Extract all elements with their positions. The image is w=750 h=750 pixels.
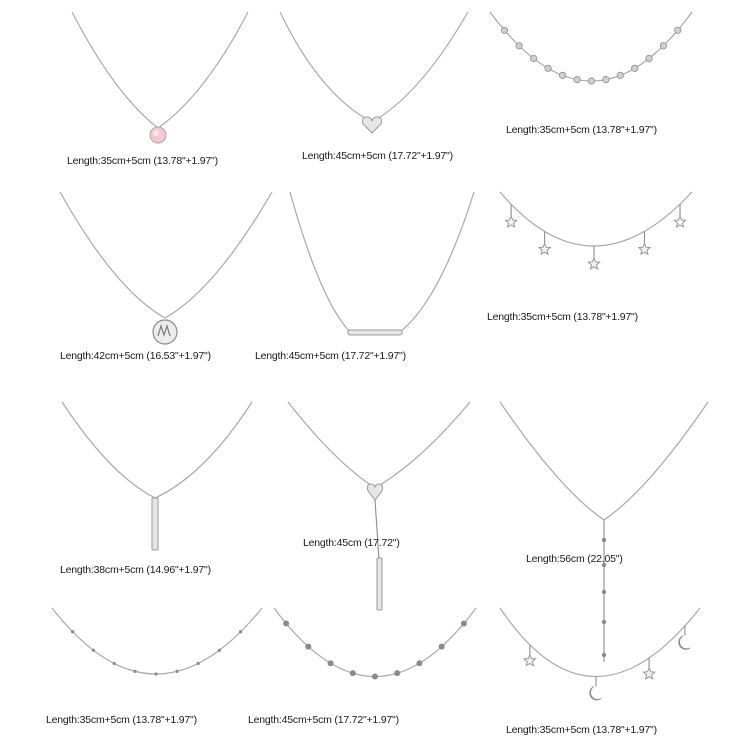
- necklace-vertical-bar-pendant: [62, 402, 252, 550]
- necklace-star-choker: [500, 192, 692, 269]
- necklace-y-drop-lariat: [500, 402, 708, 662]
- station-bead: [394, 670, 400, 676]
- necklace-heart-pendant: [280, 12, 468, 133]
- station-bead: [305, 644, 311, 650]
- necklace-lariat-tassel: [288, 402, 470, 610]
- length-label-bar-pendant: Length:45cm+5cm (17.72"+1.97"): [255, 350, 406, 362]
- chain-bead: [602, 538, 606, 542]
- chain-bead: [602, 653, 606, 657]
- station-bead: [439, 644, 445, 650]
- station-bead: [461, 620, 467, 626]
- star-charm: [674, 216, 685, 227]
- length-label-bead-chain-choker: Length:35cm+5cm (13.78"+1.97"): [46, 714, 197, 726]
- crystal-bead: [574, 76, 580, 82]
- length-label-moon-star-choker: Length:35cm+5cm (13.78"+1.97"): [506, 724, 657, 736]
- length-label-vertical-bar-pendant: Length:38cm+5cm (14.96"+1.97"): [60, 564, 211, 576]
- star-charm: [539, 243, 550, 254]
- station-bead: [416, 660, 422, 666]
- length-label-station-bead-chain: Length:45cm+5cm (17.72"+1.97"): [248, 714, 399, 726]
- length-label-pink-stone-pendant: Length:35cm+5cm (13.78"+1.97"): [67, 155, 218, 167]
- chain-bead: [218, 649, 221, 652]
- length-label-coin-pendant: Length:42cm+5cm (16.53"+1.97"): [60, 350, 211, 362]
- crystal-bead: [603, 76, 609, 82]
- chain-bead: [602, 590, 606, 594]
- chain-bead: [92, 649, 95, 652]
- crystal-bead: [530, 55, 536, 61]
- chain-bead: [154, 672, 157, 675]
- necklace-pink-stone-pendant: [72, 12, 248, 143]
- necklace-station-bead-chain: [274, 608, 476, 680]
- crystal-bead: [559, 72, 565, 78]
- chain-bead: [71, 630, 74, 633]
- chain-bead: [133, 670, 136, 673]
- star-charm: [643, 668, 654, 679]
- necklace-bead-chain-choker: [52, 608, 262, 676]
- star-charm: [524, 655, 536, 666]
- moon-charm: [590, 687, 601, 700]
- length-label-y-drop-lariat: Length:56cm (22.05"): [526, 553, 623, 565]
- crystal-bead: [631, 65, 637, 71]
- length-label-heart-pendant: Length:45cm+5cm (17.72"+1.97"): [302, 150, 453, 162]
- chain-bead: [602, 620, 606, 624]
- length-label-star-choker: Length:35cm+5cm (13.78"+1.97"): [487, 311, 638, 323]
- necklace-crystal-choker: [490, 12, 692, 84]
- crystal-bead: [646, 55, 652, 61]
- moon-charm: [679, 636, 690, 649]
- chain-bead: [197, 662, 200, 665]
- necklace-coin-pendant: [60, 192, 272, 344]
- star-charm: [588, 258, 599, 269]
- station-bead: [328, 660, 334, 666]
- chain-bead: [239, 630, 242, 633]
- length-label-lariat-tassel: Length:45cm (17.72"): [303, 537, 400, 549]
- station-bead: [283, 620, 289, 626]
- crystal-bead: [660, 43, 666, 49]
- length-label-crystal-choker: Length:35cm+5cm (13.78"+1.97"): [506, 124, 657, 136]
- crystal-bead: [588, 78, 594, 84]
- star-charm: [639, 243, 650, 254]
- chain-bead: [175, 670, 178, 673]
- crystal-bead: [516, 43, 522, 49]
- crystal-bead: [501, 27, 507, 33]
- crystal-bead: [617, 72, 623, 78]
- crystal-bead: [545, 65, 551, 71]
- crystal-bead: [675, 27, 681, 33]
- chain-bead: [113, 662, 116, 665]
- station-bead: [350, 670, 356, 676]
- star-charm: [505, 216, 516, 227]
- station-bead: [372, 674, 378, 680]
- necklace-moon-star-choker: [500, 608, 700, 700]
- necklace-bar-pendant: [290, 192, 474, 335]
